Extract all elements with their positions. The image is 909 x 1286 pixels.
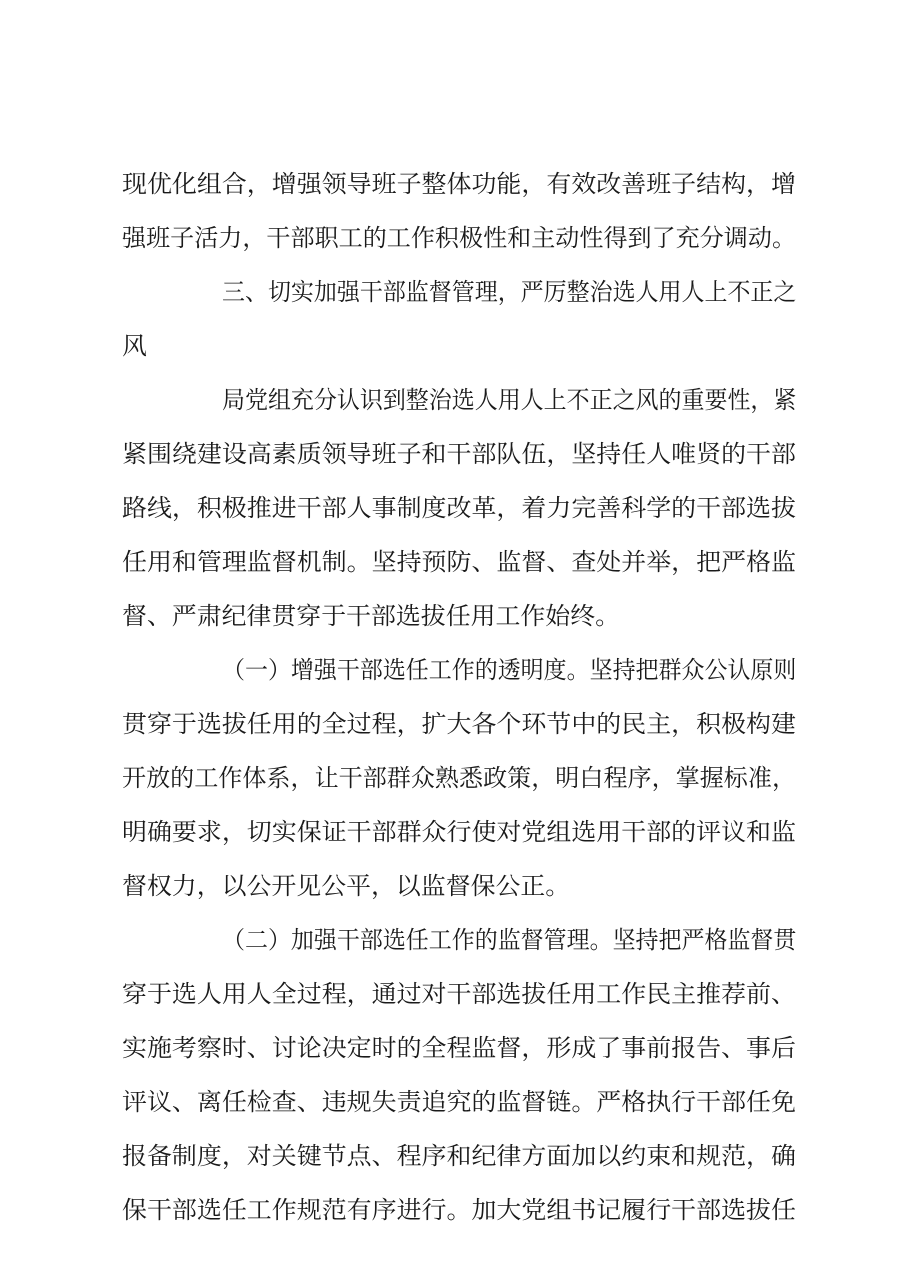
text-line [0, 157, 909, 211]
text-line-content: 明确要求，切实保证干部群众行使对党组选用干部的评议和监 [122, 818, 796, 846]
text-line [0, 1021, 909, 1075]
text-line-content: 强班子活力，干部职工的工作积极性和主动性得到了充分调动。 [122, 224, 797, 252]
text-line [0, 535, 909, 589]
text-line [0, 913, 909, 967]
text-line [0, 643, 909, 697]
text-line-content: 风 [122, 332, 147, 360]
text-line [0, 481, 909, 535]
text-line [0, 211, 909, 265]
text-line [0, 1075, 909, 1129]
text-line-content: 现优化组合，增强领导班子整体功能，有效改善班子结构，增 [122, 170, 796, 198]
text-line-content: （二）加强干部选任工作的监督管理。坚持把严格监督贯 [221, 926, 796, 954]
text-line [0, 751, 909, 805]
text-line-content: 报备制度，对关键节点、程序和纪律方面加以约束和规范，确 [122, 1142, 796, 1170]
text-line [0, 427, 909, 481]
text-line [0, 967, 909, 1021]
text-line-content: 开放的工作体系，让干部群众熟悉政策，明白程序，掌握标准， [122, 764, 797, 792]
text-line-content: 三、切实加强干部监督管理，严厉整治选人用人上不正之 [221, 278, 796, 306]
text-line [0, 265, 909, 319]
text-line [0, 805, 909, 859]
text-line-content: 穿于选人用人全过程，通过对干部选拔任用工作民主推荐前、 [122, 980, 796, 1008]
text-line [0, 1183, 909, 1237]
text-line-content: 路线，积极推进干部人事制度改革，着力完善科学的干部选拔 [122, 494, 796, 522]
text-line-content: 贯穿于选拔任用的全过程，扩大各个环节中的民主，积极构建 [122, 710, 796, 738]
document-body [0, 157, 909, 1237]
text-line-content: 督、严肃纪律贯穿于干部选拔任用工作始终。 [122, 602, 620, 630]
text-line-content: （一）增强干部选任工作的透明度。坚持把群众公认原则 [221, 656, 796, 684]
text-line [0, 589, 909, 643]
text-line-content: 紧围绕建设高素质领导班子和干部队伍，坚持任人唯贤的干部 [122, 440, 796, 468]
text-line-content: 保干部选任工作规范有序进行。加大党组书记履行干部选拔任 [122, 1196, 796, 1224]
text-line [0, 697, 909, 751]
text-line-content: 局党组充分认识到整治选人用人上不正之风的重要性，紧 [221, 386, 796, 414]
text-line [0, 319, 909, 373]
text-line-content: 任用和管理监督机制。坚持预防、监督、查处并举，把严格监 [122, 548, 796, 576]
text-line [0, 373, 909, 427]
text-line [0, 859, 909, 913]
text-line [0, 1129, 909, 1183]
text-line-content: 评议、离任检查、违规失责追究的监督链。严格执行干部任免 [122, 1088, 796, 1116]
text-line-content: 督权力，以公开见公平，以监督保公正。 [122, 872, 571, 900]
text-line-content: 实施考察时、讨论决定时的全程监督，形成了事前报告、事后 [122, 1034, 796, 1062]
